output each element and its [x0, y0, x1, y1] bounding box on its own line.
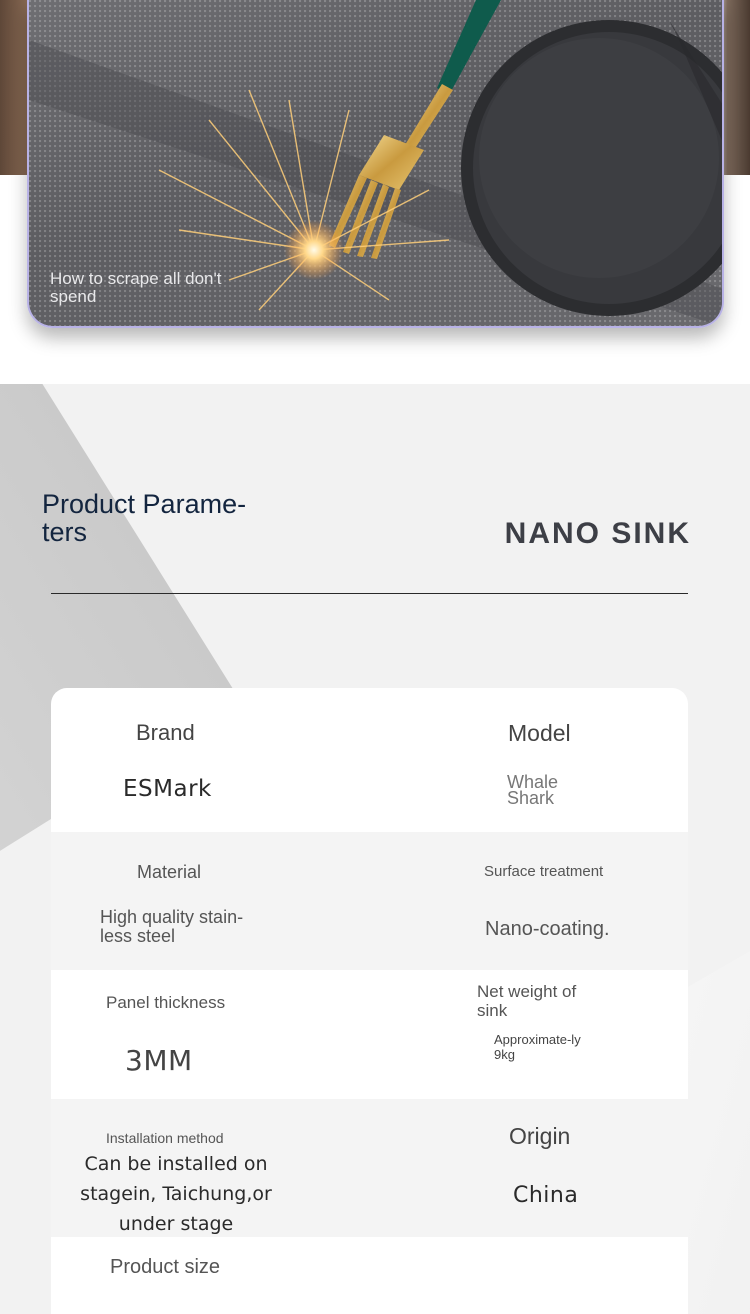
surface-value: Nano-coating. — [485, 918, 610, 940]
model-label: Model — [508, 720, 571, 746]
brand-wordmark: NANO SINK — [504, 517, 691, 550]
divider — [51, 593, 688, 594]
table-row — [51, 1099, 688, 1237]
spec-table — [51, 688, 688, 1314]
thickness-value: 3MM — [125, 1044, 193, 1077]
pan-icon — [461, 20, 724, 316]
surface-label: Surface treatment — [484, 863, 604, 880]
table-row — [51, 688, 688, 832]
install-label: Installation method — [106, 1130, 224, 1146]
weight-value: Approximate-ly 9kg — [494, 1032, 581, 1062]
hero-image — [27, 0, 724, 328]
table-row — [51, 832, 688, 970]
origin-label: Origin — [509, 1123, 571, 1149]
install-value: Can be installed on stagein, Taichung,or under stage — [80, 1153, 272, 1235]
material-value: High quality stain-less steel — [100, 907, 244, 946]
product-parameters-section — [0, 384, 750, 1314]
weight-label: Net weight of sink — [477, 982, 577, 1020]
table-row — [51, 1237, 688, 1314]
section-title: Product Parame-ters — [42, 489, 247, 547]
thickness-label: Panel thickness — [106, 993, 226, 1012]
material-label: Material — [137, 862, 202, 882]
origin-value: China — [513, 1183, 579, 1208]
brand-label: Brand — [136, 720, 195, 745]
size-label: Product size — [110, 1256, 221, 1278]
model-value: Whale Shark — [507, 772, 559, 808]
hero-caption: How to scrape all don't spend — [50, 269, 222, 306]
brand-value: ESMark — [123, 776, 212, 802]
table-row — [51, 970, 688, 1099]
